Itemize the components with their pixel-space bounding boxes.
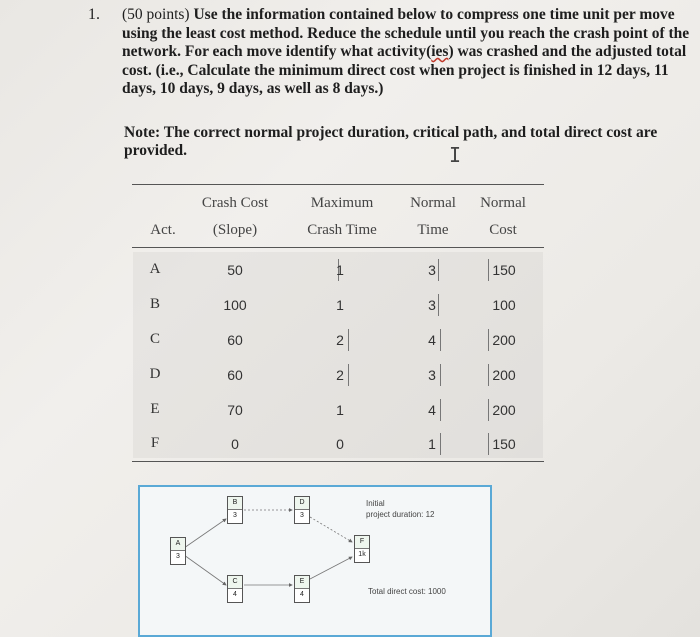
header-normal-cost-line1: Normal — [480, 195, 526, 211]
node-d-label: D — [295, 497, 309, 510]
total-direct-cost: Total direct cost: 1000 — [368, 587, 446, 596]
node-c-duration: 4 — [233, 591, 237, 598]
cell-normal-time: 3 — [428, 297, 436, 313]
cell-max-crash: 0 — [336, 436, 344, 452]
cell-act: D — [149, 366, 161, 382]
note-text: Note: The correct normal project duration, critical path, and total direct cost are provided. — [124, 124, 658, 159]
cell-act: E — [150, 401, 160, 417]
question-body-ies: ies — [431, 43, 449, 60]
node-e-duration: 4 — [300, 591, 304, 598]
cell-max-crash: 1 — [336, 402, 344, 418]
cell-slope: 70 — [227, 402, 243, 418]
cell-normal-cost: 200 — [492, 402, 516, 418]
cell-max-crash: 2 — [336, 367, 344, 383]
initial-duration-line1: Initial — [366, 499, 385, 508]
header-normal-time-line2: Time — [417, 222, 449, 238]
question-points: (50 points) — [122, 6, 190, 23]
node-f — [354, 535, 370, 563]
cell-act: F — [150, 435, 160, 451]
table-bottom-rule — [132, 461, 544, 462]
cell-act: B — [149, 296, 160, 312]
cell-normal-cost: 200 — [492, 332, 516, 348]
table-shade — [133, 252, 543, 458]
header-crash-cost-line2: (Slope) — [212, 222, 258, 238]
cell-slope: 60 — [227, 332, 243, 348]
node-b-duration: 3 — [233, 512, 237, 519]
node-d-duration: 3 — [300, 512, 304, 519]
header-max-crash-line1: Maximum — [310, 195, 374, 211]
table-top-rule — [132, 184, 544, 185]
node-f-label: F — [355, 536, 369, 549]
network-diagram — [138, 485, 492, 637]
question-body-end: ) was crashed and the adjusted total cost. (i.e., Calculate the minimum direct cost when project is finished in 12 days, 11 days, 10 days, 9 days, as well as 8 days.) — [122, 43, 687, 97]
question-number: 1. — [88, 6, 100, 23]
node-e-label: E — [295, 576, 309, 589]
cell-normal-time: 3 — [428, 262, 436, 278]
table-header-rule — [132, 247, 544, 248]
arrow-a-c — [184, 555, 226, 585]
cell-act: A — [149, 261, 161, 277]
header-normal-cost-line2: Cost — [489, 222, 517, 238]
header-normal-time-line1: Normal — [410, 195, 456, 211]
node-f-duration: 1k — [358, 551, 366, 558]
cell-slope: 0 — [231, 436, 239, 452]
initial-duration-line2: project duration: 12 — [366, 510, 435, 519]
arrow-d-f — [310, 517, 352, 542]
cell-max-crash: 1 — [336, 262, 344, 278]
cell-normal-cost: 100 — [492, 297, 516, 313]
node-a — [170, 537, 186, 565]
cell-slope: 100 — [223, 297, 247, 313]
cell-max-crash: 1 — [336, 297, 344, 313]
node-b — [227, 496, 243, 524]
cell-max-crash: 2 — [336, 332, 344, 348]
header-crash-cost-line1: Crash Cost — [201, 195, 269, 211]
node-d — [294, 496, 310, 524]
node-b-label: B — [228, 497, 242, 510]
network-arrows — [140, 487, 490, 635]
question-body-start: Use the information contained below to compress one time unit per move using the least cost method. Reduce the schedule until you reach the crash point of the network. For each move identify what activity( — [122, 6, 690, 60]
cell-normal-time: 4 — [428, 332, 436, 348]
node-c-label: C — [228, 576, 242, 589]
node-a-duration: 3 — [176, 553, 180, 560]
arrow-e-f — [310, 557, 352, 579]
cell-normal-time: 3 — [428, 367, 436, 383]
cell-slope: 60 — [227, 367, 243, 383]
cell-normal-cost: 200 — [492, 367, 516, 383]
header-max-crash-line2: Crash Time — [307, 222, 377, 238]
cell-normal-time: 4 — [428, 402, 436, 418]
node-a-label: A — [171, 538, 185, 551]
node-c — [227, 575, 243, 603]
cell-normal-time: 1 — [428, 436, 436, 452]
question-text — [122, 6, 692, 99]
text-cursor-icon: I — [449, 143, 462, 167]
cell-normal-cost: 150 — [492, 262, 516, 278]
cell-act: C — [149, 331, 160, 347]
cell-slope: 50 — [227, 262, 243, 278]
header-act: Act. — [150, 222, 176, 238]
cell-normal-cost: 150 — [492, 436, 516, 452]
node-e — [294, 575, 310, 603]
arrow-a-b — [184, 519, 226, 548]
